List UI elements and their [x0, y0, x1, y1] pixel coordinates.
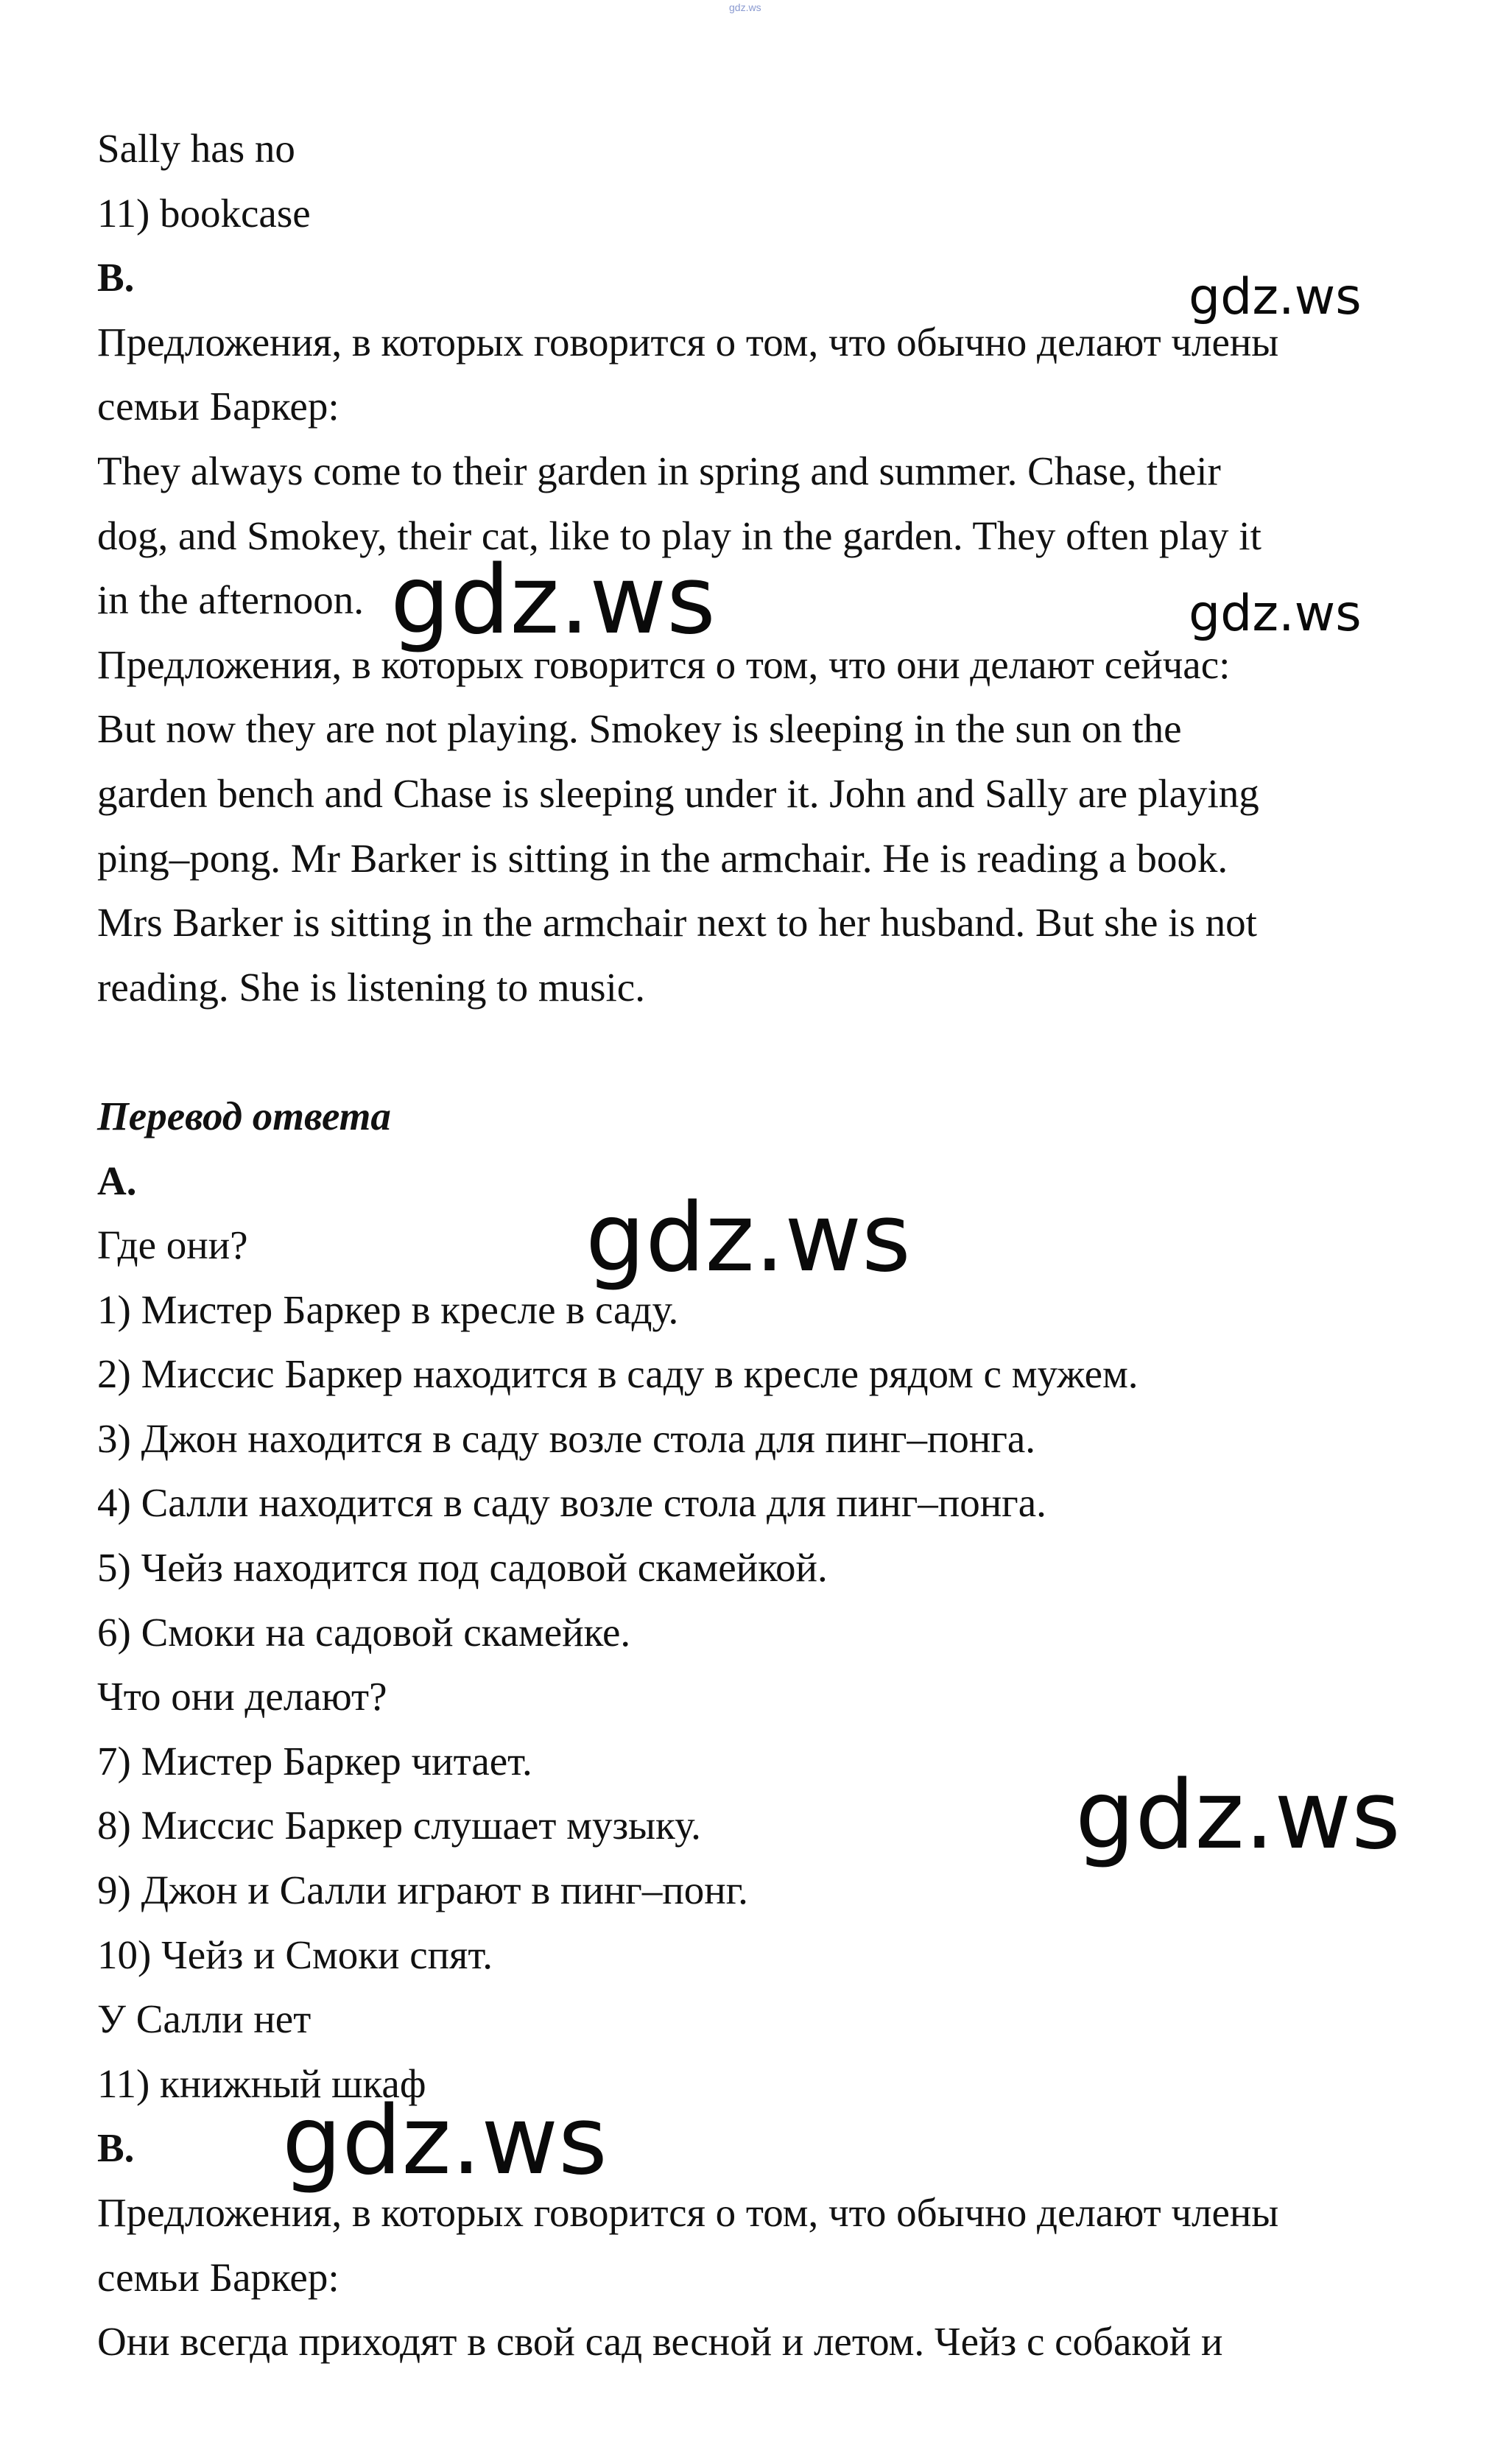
blank-line [97, 1019, 1408, 1084]
text-line: Они всегда приходят в свой сад весной и летом. Чейз с собакой и [97, 2319, 1223, 2365]
text-line: 4) Салли находится в саду возле стола для пинг–понга. [97, 1480, 1046, 1526]
text-line: 3) Джон находится в саду возле стола для пинг–понга. [97, 1415, 1036, 1461]
section-label: B. [97, 255, 135, 300]
document-page [97, 116, 1408, 2374]
text-line: 6) Смоки на садовой скамейке. [97, 1609, 631, 1655]
watermark: gdz.ws [282, 2086, 608, 2196]
section-label: B. [97, 2125, 135, 2171]
text-line: 9) Джон и Салли играют в пинг–понг. [97, 1868, 748, 1913]
text-line: У Салли нет [97, 1996, 312, 2042]
text-line: 5) Чейз находится под садовой скамейкой. [97, 1545, 828, 1591]
text-line: They always come to their garden in spring and summer. Chase, their [97, 448, 1221, 493]
section-label: A. [97, 1158, 137, 1203]
text-line: 2) Миссис Баркер находится в саду в кресле рядом с мужем. [97, 1351, 1139, 1397]
text-line: Что они делают? [97, 1674, 387, 1719]
text-line: But now they are not playing. Smokey is sleeping in the sun on the [97, 706, 1182, 752]
watermark: gdz.ws [585, 1183, 911, 1293]
translation-heading: Перевод ответа [97, 1093, 391, 1138]
text-line: Предложения, в которых говорится о том, что обычно делают члены [97, 2190, 1279, 2235]
watermark: gdz.ws [1075, 1761, 1401, 1870]
text-line: Предложения, в которых говорится о том, что обычно делают члены [97, 319, 1279, 365]
text-line: in the afternoon. [97, 577, 364, 623]
text-line: reading. She is listening to music. [97, 964, 645, 1010]
text-line: семьи Баркер: [97, 384, 339, 429]
text-line: семьи Баркер: [97, 2254, 339, 2300]
text-line: Mrs Barker is sitting in the armchair next to her husband. But she is not [97, 900, 1257, 946]
text-line: 8) Миссис Баркер слушает музыку. [97, 1803, 701, 1848]
text-line: ping–pong. Mr Barker is sitting in the armchair. He is reading a book. [97, 835, 1228, 881]
text-line: Sally has no [97, 126, 295, 171]
text-line: 11) книжный шкаф [97, 2060, 426, 2106]
watermark: gdz.ws [1189, 585, 1362, 643]
watermark: gdz.ws [1189, 268, 1362, 326]
top-watermark-text: gdz.ws [729, 1, 761, 13]
text-line: 10) Чейз и Смоки спят. [97, 1932, 493, 1977]
text-line: garden bench and Chase is sleeping under it. John and Sally are playing [97, 770, 1259, 816]
text-line: Где они? [97, 1222, 248, 1268]
text-line: 7) Мистер Баркер читает. [97, 1738, 532, 1784]
text-line: 1) Мистер Баркер в кресле в саду. [97, 1286, 679, 1332]
text-line: Предложения, в которых говорится о том, что они делают сейчас: [97, 641, 1231, 687]
text-line: 11) bookcase [97, 190, 311, 236]
text-line: dog, and Smokey, their cat, like to play in the garden. They often play it [97, 513, 1261, 558]
watermark: gdz.ws [390, 546, 716, 655]
